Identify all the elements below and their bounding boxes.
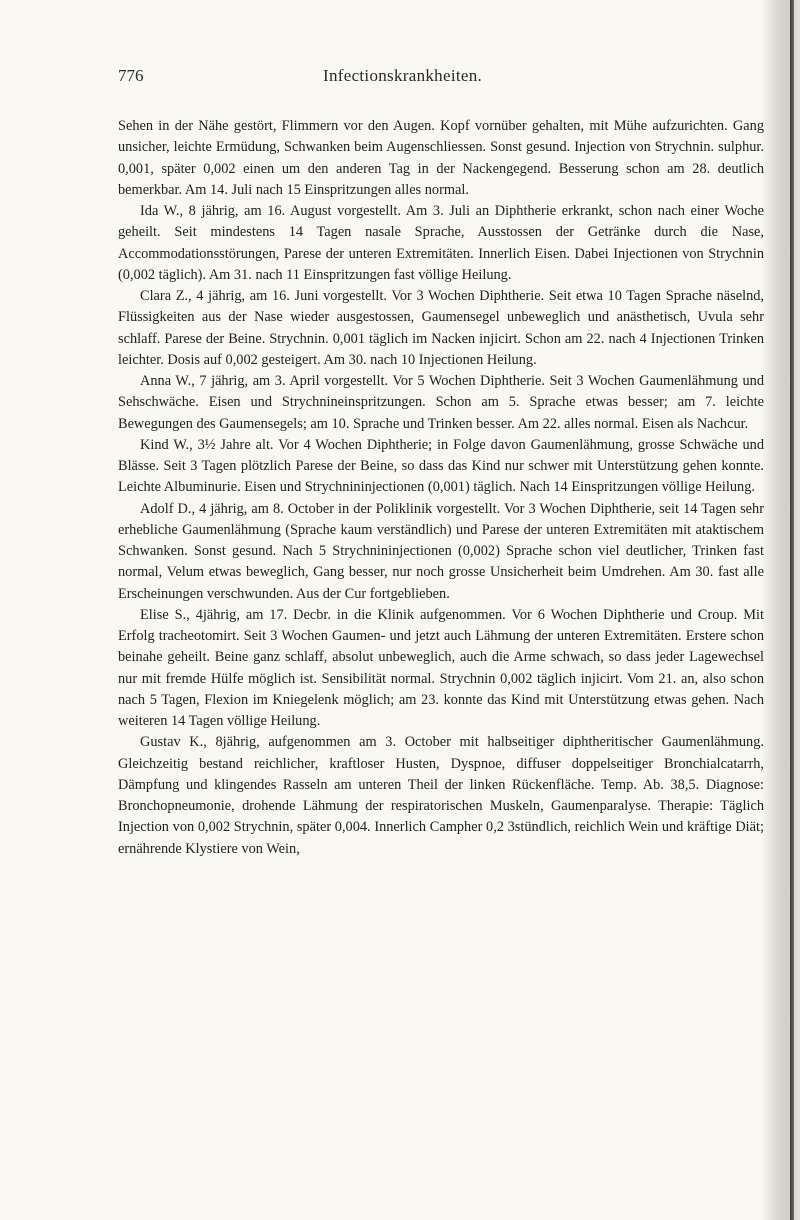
case-anna-w: Anna W., 7 jährig, am 3. April vorgestellt. Vor 5 Wochen Diphtherie. Seit 3 Wochen Gaumenlähmung und Sehschwäche. Eisen und Strychnineinspritzungen. Schon am 5. Sprache etwas besser; am 7. leichte Bewegungen des Gaumensegels; am 10. Sprache und Trinken besser. Am 22. alles normal. Eisen als Nachcur. [118, 373, 764, 432]
case-gustav-k: Gustav K., 8jährig, aufgenommen am 3. October mit halbseitiger diphtheritischer Gaumenlähmung. Gleichzeitig bestand reichlicher, kraftloser Husten, Dyspnoe, diffuser doppelseitiger Bronchialcatarrh, Dämpfung und klingendes Rasseln am unteren Theil der linken Rückenfläche. Temp. Ab. 38,5. Diagnose: Bronchopneumonie, drohende Lähmung der respiratorischen Muskeln, Gaumenparalyse. Therapie: Täglich Injection von 0,002 Strychnin, später 0,004. Innerlich Campher 0,2 3stündlich, reichlich Wein und kräftige Diät; ernährende Klystiere von Wein, [118, 734, 764, 857]
running-title: Infectionskrankheiten. [323, 66, 483, 85]
binding-edge [790, 0, 794, 1220]
case-adolf-d: Adolf D., 4 jährig, am 8. October in der Poliklinik vorgestellt. Vor 3 Wochen Diphtherie, seit 14 Tagen sehr erhebliche Gaumenlähmung (Sprache kaum verständlich) und Parese der unteren Extremitäten mit ataktischem Schwanken. Sonst gesund. Nach 5 Strychnininjectionen (0,002) Sprache schon viel deutlicher, Trinken fast normal, Velum etwas beweglich, Gang besser, nur noch grosse Unsicherheit beim Umdrehen. Am 30. fast alle Erscheinungen verschwunden. Aus der Cur fortgeblieben. [118, 500, 764, 602]
body-text [118, 116, 764, 860]
page-header [118, 66, 764, 90]
case-elise-s: Elise S., 4jährig, am 17. Decbr. in die Klinik aufgenommen. Vor 6 Wochen Diphtherie und Croup. Mit Erfolg tracheotomirt. Seit 3 Wochen Gaumen- und jetzt auch Lähmung der unteren Extremitäten. Erstere schon beinahe geheilt. Beine ganz schlaff, absolut unbeweglich, auch die Arme schwach, so dass jeder Lagewechsel nur mit fremde Hülfe möglich ist. Sensibilität normal. Strychnin 0,002 täglich injicirt. Vom 21. an, also schon nach 5 Tagen, Flexion im Kniegelenk möglich; am 23. konnte das Kind mit Unterstützung etwas gehen. Nach weiteren 14 Tagen völlige Heilung. [118, 606, 764, 729]
page-number: 776 [118, 66, 144, 85]
paragraph-continuation: Sehen in der Nähe gestört, Flimmern vor den Augen. Kopf vornüber gehalten, mit Mühe aufzurichten. Gang unsicher, leichte Ermüdung, Schwanken beim Augenschliessen. Sonst gesund. Injection von Strychnin. sulphur. 0,001, später 0,002 einen um den anderen Tag in der Nackengegend. Besserung schon am 28. deutlich bemerkbar. Am 14. Juli nach 15 Einspritzungen alles normal. [118, 118, 764, 198]
case-kind-w: Kind W., 3½ Jahre alt. Vor 4 Wochen Diphtherie; in Folge davon Gaumenlähmung, grosse Schwäche und Blässe. Seit 3 Tagen plötzlich Parese der Beine, so dass das Kind nur schwer mit Unterstützung gehen konnte. Leichte Albuminurie. Eisen und Strychnininjectionen (0,001) täglich. Nach 14 Einspritzungen völlige Heilung. [118, 436, 764, 496]
page-edge-shadow [762, 0, 800, 1220]
case-ida-w: Ida W., 8 jährig, am 16. August vorgestellt. Am 3. Juli an Diphtherie erkrankt, schon nach einer Woche geheilt. Seit mindestens 14 Tagen nasale Sprache, Ausstossen der Getränke durch die Nase, Accommodationsstörungen, Parese der unteren Extremitäten. Innerlich Eisen. Dabei Injectionen von Strychnin (0,002 täglich). Am 31. nach 11 Einspritzungen fast völlige Heilung. [118, 203, 764, 283]
case-clara-z: Clara Z., 4 jährig, am 16. Juni vorgestellt. Vor 3 Wochen Diphtherie. Seit etwa 10 Tagen Sprache näselnd, Flüssigkeiten aus der Nase wieder ausgestossen, Gaumensegel unbeweglich und anästhetisch, Uvula sehr schlaff. Parese der Beine. Strychnin. 0,001 täglich im Nacken injicirt. Schon am 22. nach 4 Injectionen Trinken leichter. Dosis auf 0,002 gesteigert. Am 30. nach 10 Injectionen Heilung. [118, 288, 764, 368]
